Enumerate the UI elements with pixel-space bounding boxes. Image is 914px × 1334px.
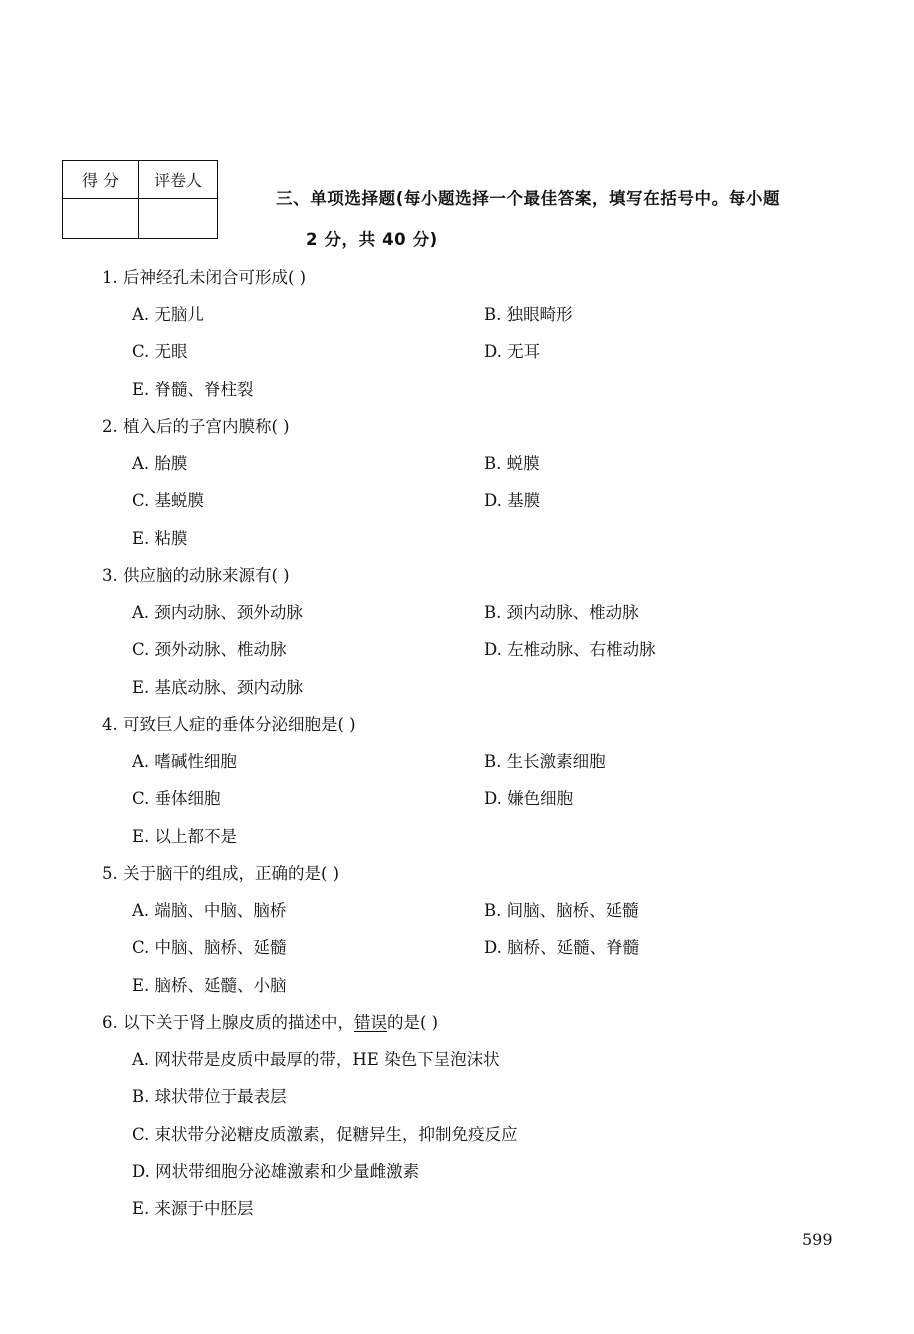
question-4-option-a: A. 嗜碱性细胞 bbox=[132, 752, 237, 771]
question-5-option-a: A. 端脑、中脑、脑桥 bbox=[132, 901, 287, 920]
question-3-option-c: C. 颈外动脉、椎动脉 bbox=[132, 640, 287, 659]
question-6-stem-text: 6. 以下关于肾上腺皮质的描述中， bbox=[102, 1013, 354, 1032]
question-2-stem: 2. 植入后的子宫内膜称( ) bbox=[102, 417, 290, 436]
question-5-option-b: B. 间脑、脑桥、延髓 bbox=[484, 901, 639, 920]
question-2-option-b: B. 蜕膜 bbox=[484, 454, 540, 473]
question-5-option-c: C. 中脑、脑桥、延髓 bbox=[132, 938, 287, 957]
question-1-option-b: B. 独眼畸形 bbox=[484, 305, 573, 324]
score-label: 得 分 bbox=[63, 161, 139, 199]
question-1-option-e: E. 脊髓、脊柱裂 bbox=[132, 380, 254, 399]
score-cell[interactable] bbox=[63, 199, 139, 239]
grader-label: 评卷人 bbox=[139, 161, 218, 199]
question-3-stem: 3. 供应脑的动脉来源有( ) bbox=[102, 566, 290, 585]
section-title: 三、单项选择题(每小题选择一个最佳答案，填写在括号中。每小题 bbox=[276, 189, 781, 208]
question-6-option-d: D. 网状带细胞分泌雄激素和少量雌激素 bbox=[132, 1162, 420, 1181]
question-2-option-d: D. 基膜 bbox=[484, 491, 541, 510]
question-3-option-a: A. 颈内动脉、颈外动脉 bbox=[132, 603, 303, 622]
question-5-stem: 5. 关于脑干的组成，正确的是( ) bbox=[102, 864, 340, 883]
question-6-option-a: A. 网状带是皮质中最厚的带，HE 染色下呈泡沫状 bbox=[132, 1050, 500, 1069]
question-4-stem: 4. 可致巨人症的垂体分泌细胞是( ) bbox=[102, 715, 356, 734]
question-6-stem bbox=[102, 1013, 438, 1033]
question-3-option-e: E. 基底动脉、颈内动脉 bbox=[132, 678, 304, 697]
question-1-option-d: D. 无耳 bbox=[484, 342, 541, 361]
question-1-option-c: C. 无眼 bbox=[132, 342, 188, 361]
score-box bbox=[62, 160, 218, 239]
question-4-option-d: D. 嫌色细胞 bbox=[484, 789, 574, 808]
question-4-option-e: E. 以上都不是 bbox=[132, 827, 238, 846]
question-4-option-c: C. 垂体细胞 bbox=[132, 789, 221, 808]
question-3-option-b: B. 颈内动脉、椎动脉 bbox=[484, 603, 639, 622]
question-3-option-d: D. 左椎动脉、右椎动脉 bbox=[484, 640, 656, 659]
question-6-stem-end: 的是( ) bbox=[387, 1013, 439, 1032]
page-number: 599 bbox=[802, 1230, 833, 1249]
question-1-stem: 1. 后神经孔未闭合可形成( ) bbox=[102, 268, 307, 287]
question-4-option-b: B. 生长激素细胞 bbox=[484, 752, 606, 771]
question-2-option-a: A. 胎膜 bbox=[132, 454, 188, 473]
question-2-option-e: E. 粘膜 bbox=[132, 529, 188, 548]
question-1-option-a: A. 无脑儿 bbox=[132, 305, 204, 324]
question-6-option-c: C. 束状带分泌糖皮质激素，促糖异生，抑制免疫反应 bbox=[132, 1125, 518, 1144]
question-2-option-c: C. 基蜕膜 bbox=[132, 491, 205, 510]
question-6-option-e: E. 来源于中胚层 bbox=[132, 1199, 254, 1218]
grader-cell[interactable] bbox=[139, 199, 218, 239]
section-title-continued: 2 分，共 40 分) bbox=[306, 230, 438, 249]
question-6-option-b: B. 球状带位于最表层 bbox=[132, 1087, 287, 1106]
question-5-option-e: E. 脑桥、延髓、小脑 bbox=[132, 976, 287, 995]
question-5-option-d: D. 脑桥、延髓、脊髓 bbox=[484, 938, 640, 957]
question-6-emphasis: 错误 bbox=[354, 1013, 387, 1032]
